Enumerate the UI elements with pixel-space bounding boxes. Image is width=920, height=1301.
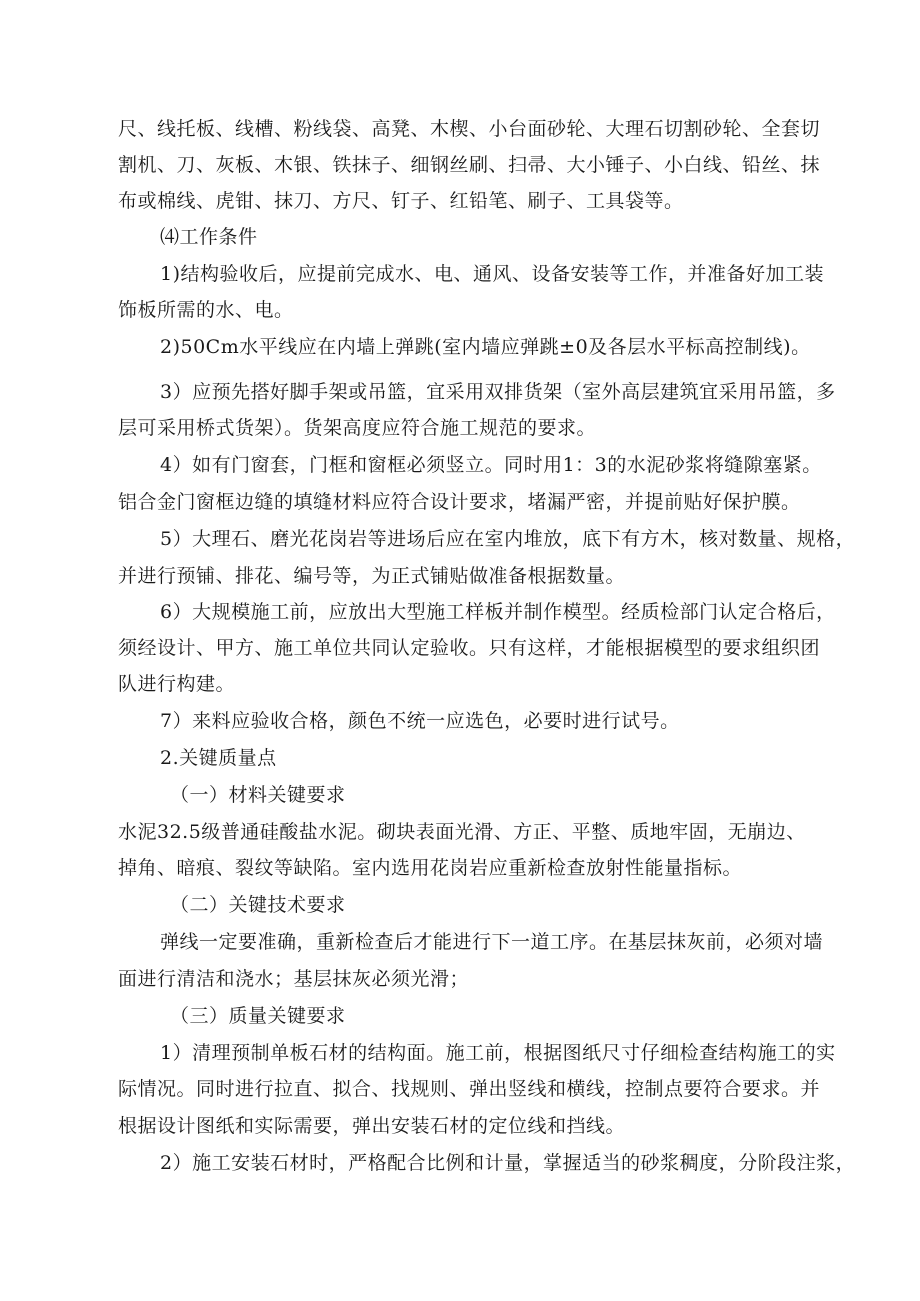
text-line: 7）来料应验收合格，颜色不统一应选色，必要时进行试号。 xyxy=(160,710,680,732)
text-line: 弹线一定要准确，重新检查后才能进行下一道工序。在基层抹灰前，必须对墙 xyxy=(160,931,824,953)
text-line: 水泥32.5级普通硅酸盐水泥。砌块表面光滑、方正、平整、质地牢固，无崩边、 xyxy=(118,821,806,843)
text-line: 尺、线托板、线槽、粉线袋、高凳、木楔、小台面砂轮、大理石切割砂轮、全套切 xyxy=(118,118,821,140)
text-line: 掉角、暗痕、裂纹等缺陷。室内选用花岗岩应重新检查放射性能量指标。 xyxy=(118,857,743,879)
text-line: 队进行构建。 xyxy=(118,673,236,695)
text-line: 面进行清洁和浇水；基层抹灰必须光滑； xyxy=(118,968,470,990)
text-line: 1）清理预制单板石材的结构面。施工前，根据图纸尺寸仔细检查结构施工的实 xyxy=(160,1042,836,1064)
subsection-heading: （三）质量关键要求 xyxy=(170,1005,346,1027)
text-line: 并进行预铺、排花、编号等，为正式铺贴做准备根据数量。 xyxy=(118,565,626,587)
text-line: 4）如有门窗套，门框和窗框必须竖立。同时用1：3的水泥砂浆将缝隙塞紧。 xyxy=(160,454,822,476)
text-line: 铝合金门窗框边缝的填缝材料应符合设计要求，堵漏严密，并提前贴好保护膜。 xyxy=(118,491,801,513)
text-line: 布或棉线、虎钳、抹刀、方尺、钉子、红铅笔、刷子、工具袋等。 xyxy=(118,190,684,212)
text-line: 1)结构验收后，应提前完成水、电、通风、设备安装等工作，并准备好加工装 xyxy=(160,263,825,285)
text-line: 6）大规模施工前，应放出大型施工样板并制作模型。经质检部门认定合格后， xyxy=(160,601,836,623)
section-heading: 2.关键质量点 xyxy=(160,747,277,769)
text-line: 5）大理石、磨光花岗岩等进场后应在室内堆放，底下有方木，核对数量、规格， xyxy=(160,528,856,550)
text-line: 根据设计图纸和实际需要，弹出安装石材的定位线和挡线。 xyxy=(118,1115,626,1137)
text-line: 割机、刀、灰板、木银、铁抹子、细钢丝刷、扫帚、大小锤子、小白线、铅丝、抹 xyxy=(118,154,821,176)
text-line: 际情况。同时进行拉直、拟合、找规则、弹出竖线和横线，控制点要符合要求。并 xyxy=(118,1078,821,1100)
text-line: 2）施工安装石材时，严格配合比例和计量，掌握适当的砂浆稠度，分阶段注浆， xyxy=(160,1152,856,1174)
text-line: 饰板所需的水、电。 xyxy=(118,299,294,321)
text-line: 3）应预先搭好脚手架或吊篮，宜采用双排货架（室外高层建筑宜采用吊篮，多 xyxy=(160,381,836,403)
text-line: 层可采用桥式货架）。货架高度应符合施工规范的要求。 xyxy=(118,417,597,439)
section-heading: ⑷工作条件 xyxy=(160,226,258,248)
subsection-heading: （二）关键技术要求 xyxy=(170,894,346,916)
text-line: 2)50Cm水平线应在内墙上弹跳(室内墙应弹跳±0及各层水平标高控制线)。 xyxy=(160,336,811,358)
subsection-heading: （一）材料关键要求 xyxy=(170,784,346,806)
text-line: 须经设计、甲方、施工单位共同认定验收。只有这样，才能根据模型的要求组织团 xyxy=(118,637,821,659)
